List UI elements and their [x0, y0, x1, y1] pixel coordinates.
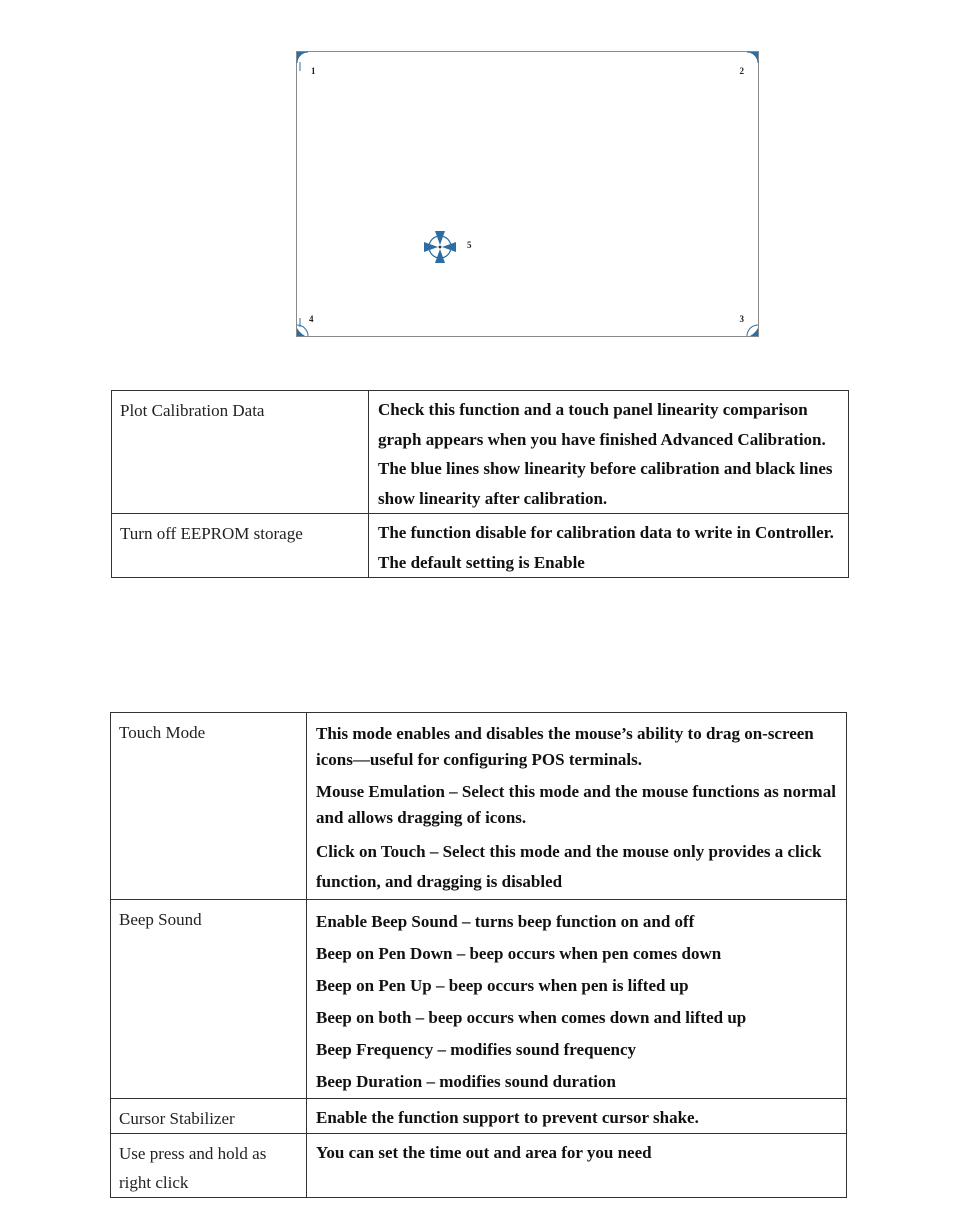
point-label-5: 5	[467, 240, 472, 250]
row-description	[307, 713, 846, 899]
description-line: Beep on Pen Down – beep occurs when pen comes down	[316, 944, 722, 963]
table-row	[111, 1134, 847, 1198]
description-line: Beep on both – beep occurs when comes down and lifted up	[316, 1008, 747, 1027]
point-label-1: 1	[311, 66, 316, 76]
row-label: Turn off EEPROM storage	[120, 524, 303, 543]
table-row	[112, 391, 849, 514]
description-line: This mode enables and disables the mouse’s ability to drag on-screen icons—useful for configuring POS terminals.	[316, 724, 814, 769]
table-row	[111, 713, 847, 900]
description-line: Beep on Pen Up – beep occurs when pen is lifted up	[316, 976, 689, 995]
row-label: Cursor Stabilizer	[119, 1109, 235, 1128]
row-label: Use press and hold as right click	[119, 1144, 267, 1192]
row-label: Plot Calibration Data	[120, 401, 265, 420]
point-label-2: 2	[739, 66, 744, 76]
row-description	[307, 900, 846, 1098]
table-row	[111, 900, 847, 1099]
point-label-3: 3	[739, 314, 744, 324]
row-description: Check this function and a touch panel linearity comparison graph appears when you have finished Advanced Calibration. The blue lines show linearity before calibration and black lines show linearity after calibration.	[378, 400, 833, 508]
row-description: Enable the function support to prevent cursor shake.	[316, 1108, 699, 1127]
description-line: Beep Frequency – modifies sound frequency	[316, 1040, 637, 1059]
description-line: Mouse Emulation – Select this mode and the mouse functions as normal and allows dragging of icons.	[316, 782, 836, 827]
calibration-corner-4-icon	[296, 315, 318, 337]
description-line: Enable Beep Sound – turns beep function on and off	[316, 912, 695, 931]
row-description: You can set the time out and area for you need	[316, 1143, 652, 1162]
calibration-diagram	[296, 51, 759, 337]
table-row	[112, 514, 849, 578]
row-description: The function disable for calibration data to write in Controller. The default setting is Enable	[378, 523, 834, 572]
calibration-options-table	[111, 390, 849, 578]
description-line: Click on Touch – Select this mode and the mouse only provides a click function, and dragging is disabled	[316, 842, 822, 891]
calibration-target-5-icon	[421, 228, 459, 266]
description-line: Beep Duration – modifies sound duration	[316, 1072, 616, 1091]
touch-settings-table	[110, 712, 847, 1198]
row-label: Beep Sound	[119, 910, 202, 929]
table-row	[111, 1099, 847, 1134]
point-label-4: 4	[309, 314, 314, 324]
row-label: Touch Mode	[119, 723, 206, 742]
